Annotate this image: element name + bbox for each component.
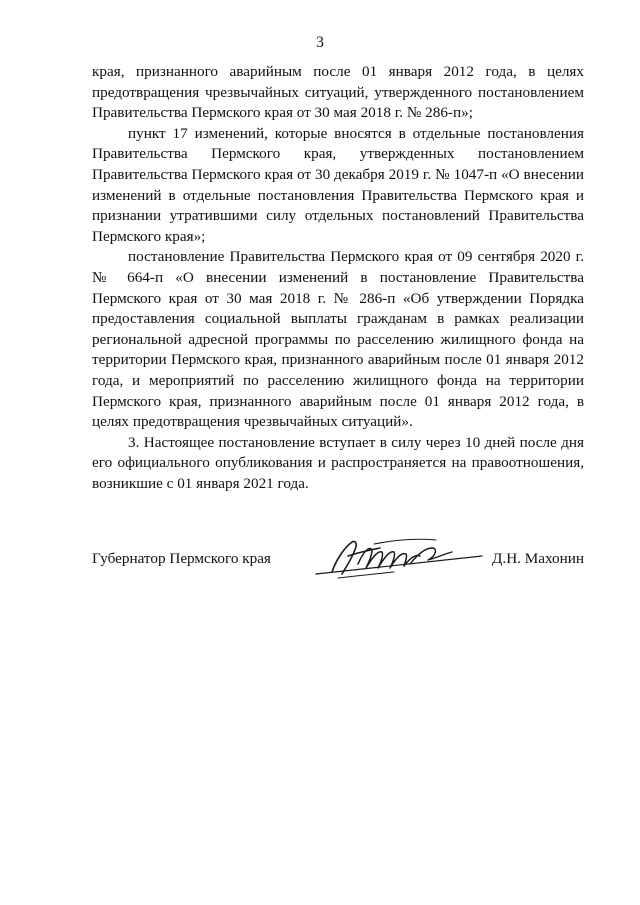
signatory-title: Губернатор Пермского края <box>92 550 271 567</box>
paragraph-continuation: края, признанного аварийным после 01 января 2012 года, в целях предотвращения чрезвычайных ситуаций, утвержденного постановлением Правительства Пермского края от 30 мая 2018 г. № 286-п»; <box>92 63 584 122</box>
document-body <box>92 62 584 494</box>
signature-block <box>92 548 584 588</box>
paragraph-resolution-664: постановление Правительства Пермского края от 09 сентября 2020 г. № 664-п «О внесении изменений в постановление Правительства Пермского края от 30 мая 2018 г. № 286-п «Об утверждении Порядка предоставления социальной выплаты гражданам в рамках реализации региональной адресной программы по расселению жилищного фонда на территории Пермского края, признанного аварийным после 01 января 2012 года, и мероприятий по расселению жилищного фонда на территории Пермского края, признанного аварийным после 01 января 2012 года, в целях предотвращения чрезвычайных ситуаций». <box>92 248 584 431</box>
page-number: 3 <box>316 34 324 51</box>
paragraph-item-17: пункт 17 изменений, которые вносятся в отдельные постановления Правительства Пермского края, утвержденных постановлением Правительства Пермского края от 30 декабря 2019 г. № 1047-п «О внесении изменений в отдельные постановления Правительства Пермского края и признании утратившими силу отдельных постановлений Правительства Пермского края»; <box>92 124 584 245</box>
paragraph-entry-into-force: 3. Настоящее постановление вступает в силу через 10 дней после дня его официального опубликования и распространяется на правоотношения, возникшие с 01 января 2021 года. <box>92 433 584 492</box>
signatory-name: Д.Н. Махонин <box>492 550 584 567</box>
handwritten-signature-icon <box>314 534 484 584</box>
